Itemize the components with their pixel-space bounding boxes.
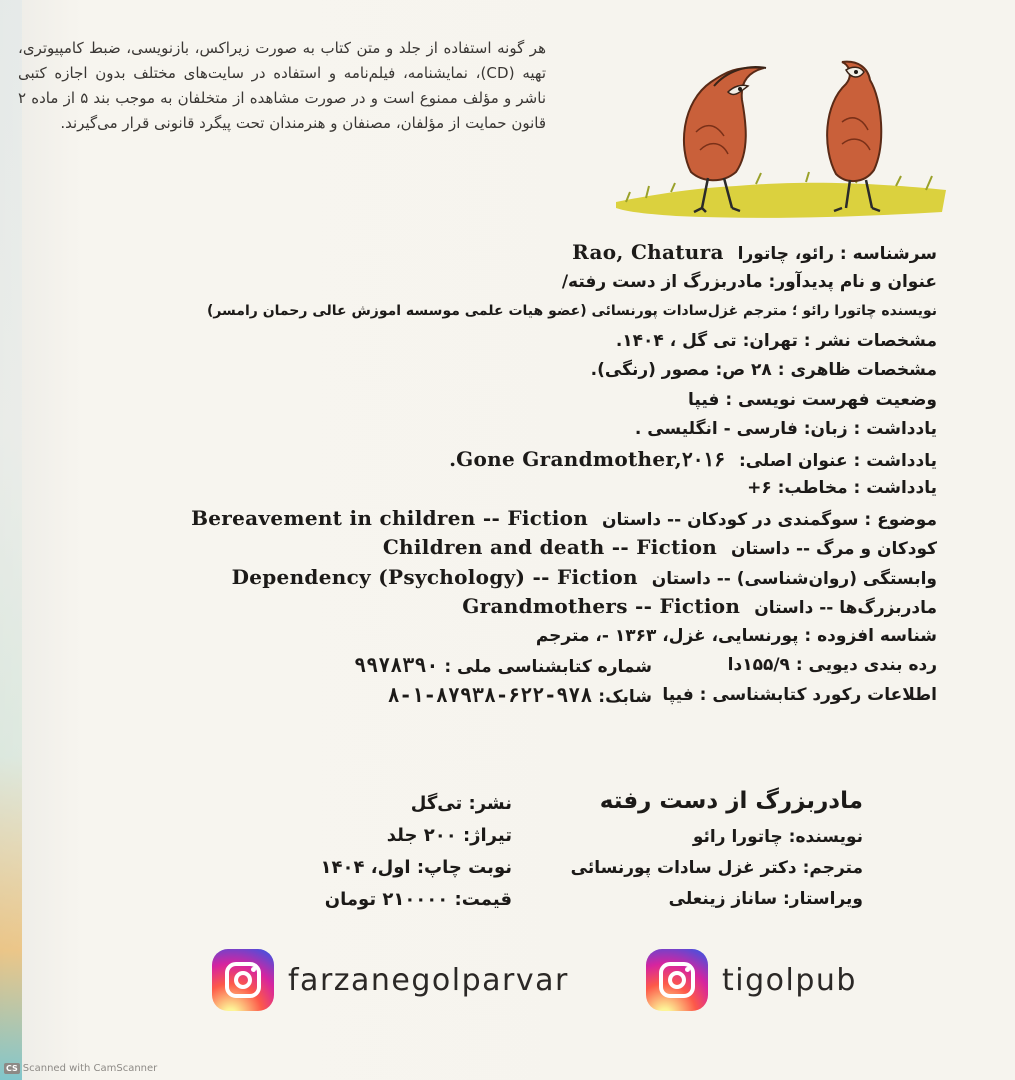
subject-en: Bereavement in children -- Fiction (191, 505, 589, 530)
social-link-farzanegolparvar[interactable] (212, 948, 569, 1012)
cip-note-original (87, 445, 937, 475)
isbn-label: شابک: (598, 686, 652, 707)
cip-title: عنوان و نام پدیدآور: مادربزرگ از دست رفته/ (561, 271, 937, 292)
social-link-tigolpub[interactable] (646, 948, 857, 1012)
cip-physical: مشخصات ظاهری : ۲۸ ص: مصور (رنگی). (590, 360, 937, 380)
social-handle: farzanegolparvar (288, 962, 569, 998)
subject-fa: کودکان و مرگ -- داستان (730, 539, 937, 559)
cip-publication: مشخصات نشر : تهران: تی گل ، ۱۴۰۴. (615, 330, 937, 351)
instagram-icon (646, 949, 708, 1011)
book-author: نویسنده: چاتورا رائو (692, 827, 863, 847)
cip-catalog-status: وضعیت فهرست نویسی : فیپا (688, 389, 937, 410)
publishing-info (282, 788, 512, 916)
subject-en: Dependency (Psychology) -- Fiction (231, 564, 638, 589)
note-original-value: Gone Grandmother,۲۰۱۶. (449, 446, 726, 471)
record-info: اطلاعات رکورد کتابشناسی : فیپا (662, 684, 937, 705)
isbn (87, 681, 652, 711)
cip-subject (87, 533, 937, 563)
cataloging-in-publication (87, 238, 937, 710)
cip-dewey-row (87, 651, 937, 681)
publisher: نشر: تی‌گل (410, 793, 512, 814)
author-heading-fa: سرشناسه : رائو، چاتورا (737, 244, 937, 264)
camscanner-logo-icon: CS (6, 1064, 18, 1073)
note-original-label: یادداشت : عنوان اصلی: (738, 450, 937, 471)
subject-en: Grandmothers -- Fiction (462, 594, 741, 618)
subject-fa: مادربزرگ‌ها -- داستان (754, 598, 937, 618)
author-heading-latin: Rao, Chatura (572, 240, 724, 264)
cip-record-row (87, 681, 937, 711)
copyright-notice: هر گونه استفاده از جلد و متن کتاب به صورت زیراکس، بازنویسی، ضبط کامپیوتری، تهیه (CD)، نمایشنامه، فیلم‌نامه و استفاده در سایت‌های مختلف بدون اجازه کتبی ناشر و مؤلف ممنوع است و در صورت مشاهده از متخلفان به موجب بند ۵ از ماده ۲ قانون حمایت از مؤلفان، مصنفان و هنرمندان تحت پیگرد قانونی قرار می‌گیرند. (18, 39, 547, 132)
cip-added-entry: شناسه افزوده : پورنسایی، غزل، ۱۳۶۳ -، مترجم (535, 625, 937, 646)
book-title: مادربزرگ از دست رفته (599, 788, 863, 814)
cover-edge (0, 0, 22, 1080)
instagram-icon (212, 949, 274, 1011)
subject-fa: موضوع : سوگمندی در کودکان -- داستان (602, 509, 937, 530)
subject-fa: وابستگی (روان‌شناسی) -- داستان (651, 568, 937, 589)
cip-subject (87, 592, 937, 622)
cip-author-heading (87, 238, 937, 268)
cip-subject (87, 563, 937, 593)
two-birds-illustration (616, 52, 946, 237)
cip-note-audience: یادداشت : مخاطب: ۶+ (747, 478, 937, 498)
scanner-watermark (4, 1063, 157, 1074)
dewey-classification: رده بندی دیویی : ۱۵۵/۹دا (727, 655, 937, 675)
print-run: تیراژ: ۲۰۰ جلد (386, 825, 512, 846)
national-bibliography-number (87, 651, 652, 681)
watermark-text: Scanned with CamScanner (22, 1063, 158, 1074)
national-no-label: شماره کتابشناسی ملی : (444, 657, 652, 677)
isbn-value: ۹۷۸-۶۲۲-۸۷۹۳۸-۱-۸ (387, 682, 593, 707)
book-translator: مترجم: دکتر غزل سادات پورنسائی (570, 858, 863, 878)
price: قیمت: ۲۱۰۰۰۰ تومان (324, 889, 512, 910)
social-handle: tigolpub (722, 962, 857, 998)
national-no-value: ۹۹۷۸۳۹۰ (354, 653, 439, 677)
book-info (571, 788, 863, 915)
cip-credits: نویسنده چاتورا رائو ؛ مترجم غزل‌سادات پورنسائی (عضو هیات علمی موسسه اموزش عالی رحمان رامسر) (206, 303, 937, 319)
cip-subject (87, 504, 937, 534)
edition: نوبت چاپ: اول، ۱۴۰۴ (320, 857, 512, 878)
book-editor: ویراستار: ساناز زینعلی (668, 889, 863, 909)
cip-note-language: یادداشت : زبان: فارسی - انگلیسی . (634, 419, 937, 439)
subject-en: Children and death -- Fiction (382, 535, 718, 559)
